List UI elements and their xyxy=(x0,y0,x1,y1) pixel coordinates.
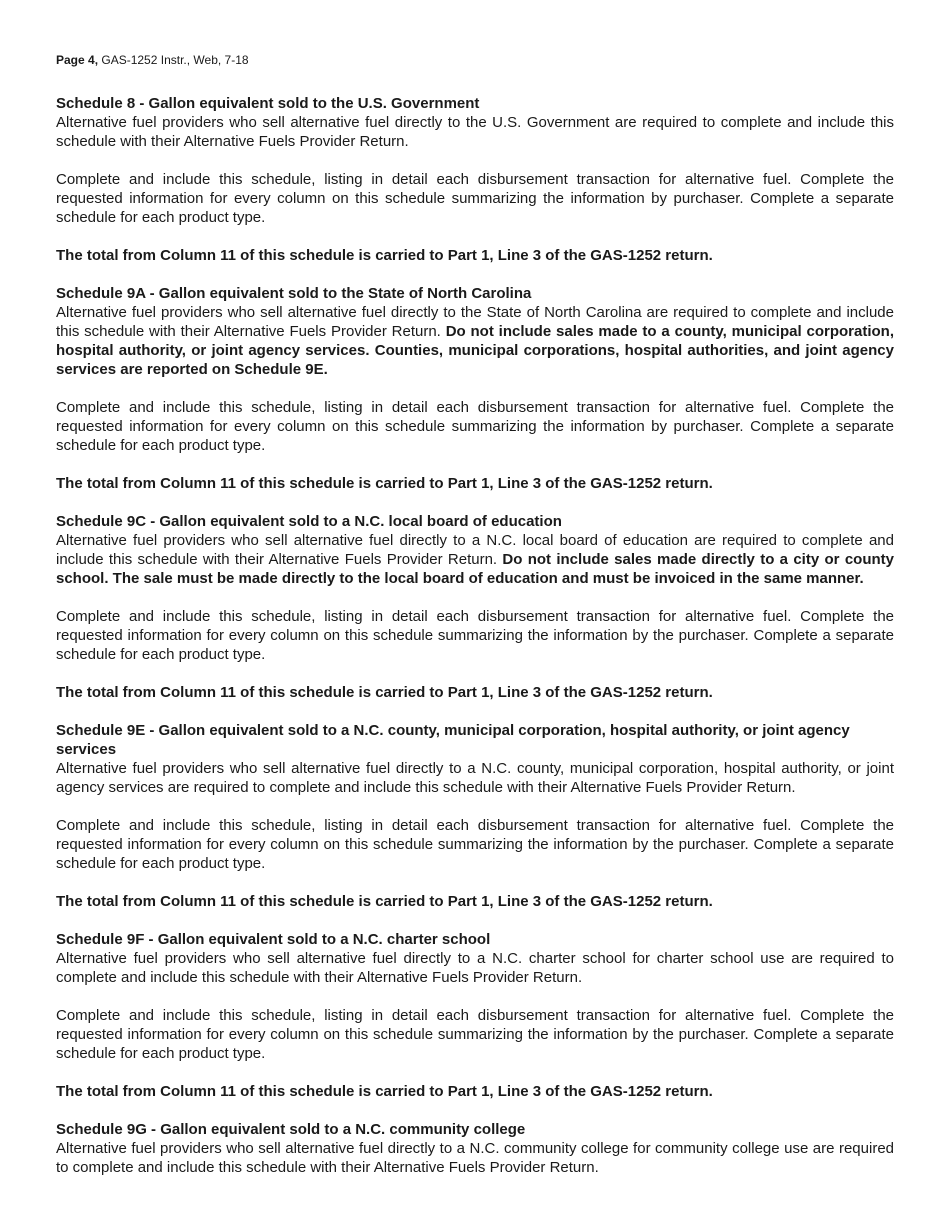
total-carry-note: The total from Column 11 of this schedule is carried to Part 1, Line 3 of the GAS-1252 return. xyxy=(56,893,713,910)
intro-text: Alternative fuel providers who sell alternative fuel directly to the State of North Carolina are required to complete and include this schedule with their Alternative Fuels Provider Return. xyxy=(56,304,894,340)
section-title: Schedule 8 - Gallon equivalent sold to the U.S. Government xyxy=(56,95,480,112)
section-title: Schedule 9A - Gallon equivalent sold to the State of North Carolina xyxy=(56,285,532,302)
section-instructions-paragraph: Complete and include this schedule, listing in detail each disbursement transaction for alternative fuel. Complete the requested information for every column on this schedule summarizing the information by the purchaser. Complete a separate schedule for each product type. xyxy=(56,608,894,663)
section-intro-paragraph: Alternative fuel providers who sell alternative fuel directly to a N.C. community college for community college use are required to complete and include this schedule with their Alternative Fuels Provider Return. xyxy=(56,1140,894,1176)
section-title: Schedule 9C - Gallon equivalent sold to a N.C. local board of education xyxy=(56,513,562,530)
total-carry-note: The total from Column 11 of this schedule is carried to Part 1, Line 3 of the GAS-1252 return. xyxy=(56,475,713,492)
section-schedule-9c xyxy=(56,512,894,721)
section-instructions-paragraph: Complete and include this schedule, listing in detail each disbursement transaction for alternative fuel. Complete the requested information for every column on this schedule summarizing the information by purchaser. Complete a separate schedule for each product type. xyxy=(56,171,894,226)
total-carry-note: The total from Column 11 of this schedule is carried to Part 1, Line 3 of the GAS-1252 return. xyxy=(56,1083,713,1100)
section-title: Schedule 9G - Gallon equivalent sold to a N.C. community college xyxy=(56,1121,526,1138)
document-page xyxy=(56,52,894,1177)
section-intro-paragraph: Alternative fuel providers who sell alternative fuel directly to the U.S. Government are required to complete and include this schedule with their Alternative Fuels Provider Return. xyxy=(56,114,894,150)
section-schedule-9g xyxy=(56,1120,894,1177)
page-number-label: Page 4, xyxy=(56,53,99,67)
section-title: Schedule 9F - Gallon equivalent sold to a N.C. charter school xyxy=(56,931,491,948)
total-carry-note: The total from Column 11 of this schedule is carried to Part 1, Line 3 of the GAS-1252 return. xyxy=(56,247,713,264)
section-instructions-paragraph: Complete and include this schedule, listing in detail each disbursement transaction for alternative fuel. Complete the requested information for every column on this schedule summarizing the information by purchaser. Complete a separate schedule for each product type. xyxy=(56,399,894,454)
section-schedule-9e xyxy=(56,721,894,930)
section-schedule-9a xyxy=(56,284,894,512)
total-carry-note: The total from Column 11 of this schedule is carried to Part 1, Line 3 of the GAS-1252 return. xyxy=(56,684,713,701)
section-instructions-paragraph: Complete and include this schedule, listing in detail each disbursement transaction for alternative fuel. Complete the requested information for every column on this schedule summarizing the information by the purchaser. Complete a separate schedule for each product type. xyxy=(56,1007,894,1062)
intro-exclusion-note: Do not include sales made to a county, municipal corporation, hospital authority, or joint agency services. Counties, municipal corporations, hospital authorities, and joint agency services are reported on Schedule 9E. xyxy=(56,323,894,378)
intro-exclusion-note: Do not include sales made directly to a city or county school. The sale must be made directly to the local board of education and must be invoiced in the same manner. xyxy=(56,551,894,587)
section-intro-paragraph xyxy=(56,531,894,588)
section-title: Schedule 9E - Gallon equivalent sold to a N.C. county, municipal corporation, hospital authority, or joint agency services xyxy=(56,722,850,758)
section-schedule-8 xyxy=(56,94,894,284)
intro-text: Alternative fuel providers who sell alternative fuel directly to a N.C. local board of education are required to complete and include this schedule with their Alternative Fuels Provider Return. xyxy=(56,532,894,568)
document-reference: GAS-1252 Instr., Web, 7-18 xyxy=(98,53,249,67)
page-header xyxy=(56,52,894,68)
section-intro-paragraph: Alternative fuel providers who sell alternative fuel directly to a N.C. county, municipal corporation, hospital authority, or joint agency services are required to complete and include this schedule with their Alternative Fuels Provider Return. xyxy=(56,760,894,796)
section-intro-paragraph xyxy=(56,303,894,379)
section-instructions-paragraph: Complete and include this schedule, listing in detail each disbursement transaction for alternative fuel. Complete the requested information for every column on this schedule summarizing the information by the purchaser. Complete a separate schedule for each product type. xyxy=(56,817,894,872)
section-schedule-9f xyxy=(56,930,894,1120)
section-intro-paragraph: Alternative fuel providers who sell alternative fuel directly to a N.C. charter school for charter school use are required to complete and include this schedule with their Alternative Fuels Provider Return. xyxy=(56,950,894,986)
